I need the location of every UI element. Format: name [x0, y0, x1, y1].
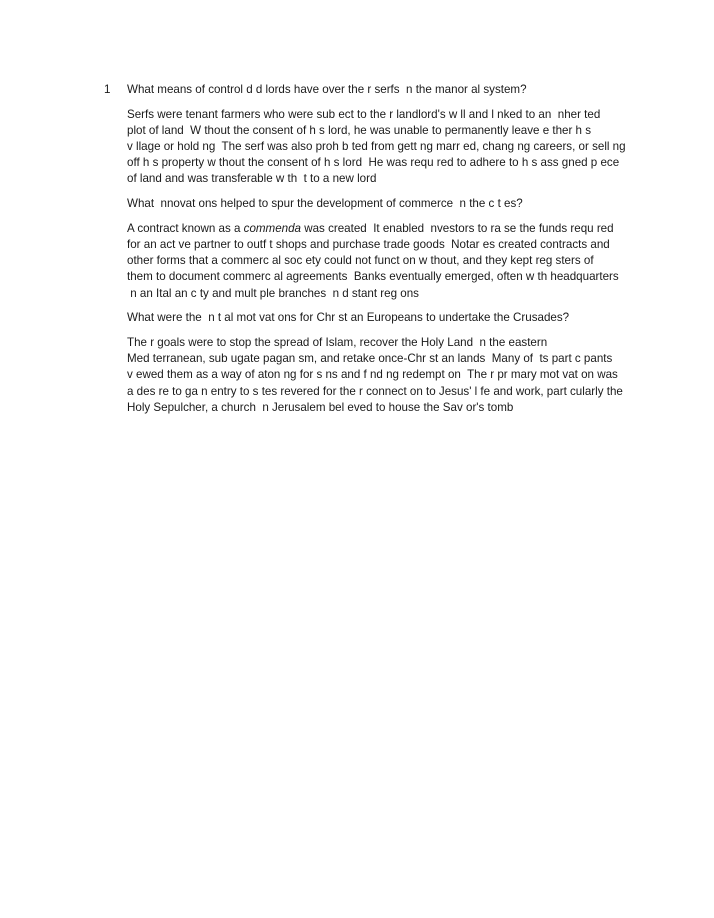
answer-3-line: The r goals were to stop the spread of Islam, recover the Holy Land n the eastern — [127, 336, 548, 350]
question-1-text: What means of control d d lords have over the r serfs n the manor al system? — [127, 83, 527, 96]
answer-2-line: n an Ital an c ty and mult ple branches n d stant reg ons — [127, 286, 419, 300]
question-3-text: What were the n t al mot vat ons for Chr st an Europeans to undertake the Crusades? — [127, 311, 570, 325]
question-number: 1 — [104, 83, 111, 96]
answer-2-line: for an act ve partner to outf t shops and purchase trade goods Notar es created contracts and — [127, 238, 610, 252]
answer-1-line: off h s property w thout the consent of h s lord He was requ red to adhere to h s ass gned p ece — [127, 156, 620, 170]
answer-2-italic-term: commenda — [243, 222, 302, 236]
answer-2-line: other forms that a commerc al soc ety could not funct on w thout, and they kept reg sters of — [127, 254, 594, 268]
answer-3-line: v ewed them as a way of aton ng for s ns and f nd ng redempt on The r pr mary mot vat on was — [127, 368, 618, 382]
question-3 — [127, 310, 639, 326]
answer-2-line1-before: A contract known as a — [127, 222, 244, 236]
answer-2-line — [127, 221, 639, 237]
answer-1-line: plot of land W thout the consent of h s lord, he was unable to permanently leave e ther h s — [127, 124, 592, 138]
answer-1-line: v llage or hold ng The serf was also proh b ted from gett ng marr ed, chang ng careers, or sell ng — [127, 140, 626, 154]
answer-1 — [127, 107, 639, 187]
answer-3-line: Med terranean, sub ugate pagan sm, and retake once-Chr st an lands Many of ts part c pants — [127, 352, 613, 366]
document-body — [127, 82, 639, 424]
answer-3 — [127, 335, 639, 415]
question-2 — [127, 196, 639, 212]
question-1 — [127, 82, 639, 98]
answer-2 — [127, 221, 639, 301]
answer-1-line: Serfs were tenant farmers who were sub ect to the r landlord's w ll and l nked to an nher ted — [127, 108, 601, 122]
answer-1-line: of land and was transferable w th t to a new lord — [127, 172, 377, 186]
answer-3-line: a des re to ga n entry to s tes revered for the r connect on to Jesus' l fe and work, part cularly the — [127, 384, 623, 398]
answer-2-line1-after: was created It enabled nvestors to ra se the funds requ red — [301, 222, 614, 236]
question-2-text: What nnovat ons helped to spur the development of commerce n the c t es? — [127, 197, 523, 211]
answer-3-line: Holy Sepulcher, a church n Jerusalem bel eved to house the Sav or's tomb — [127, 400, 514, 414]
answer-2-line: them to document commerc al agreements Banks eventually emerged, often w th headquarters — [127, 270, 619, 284]
